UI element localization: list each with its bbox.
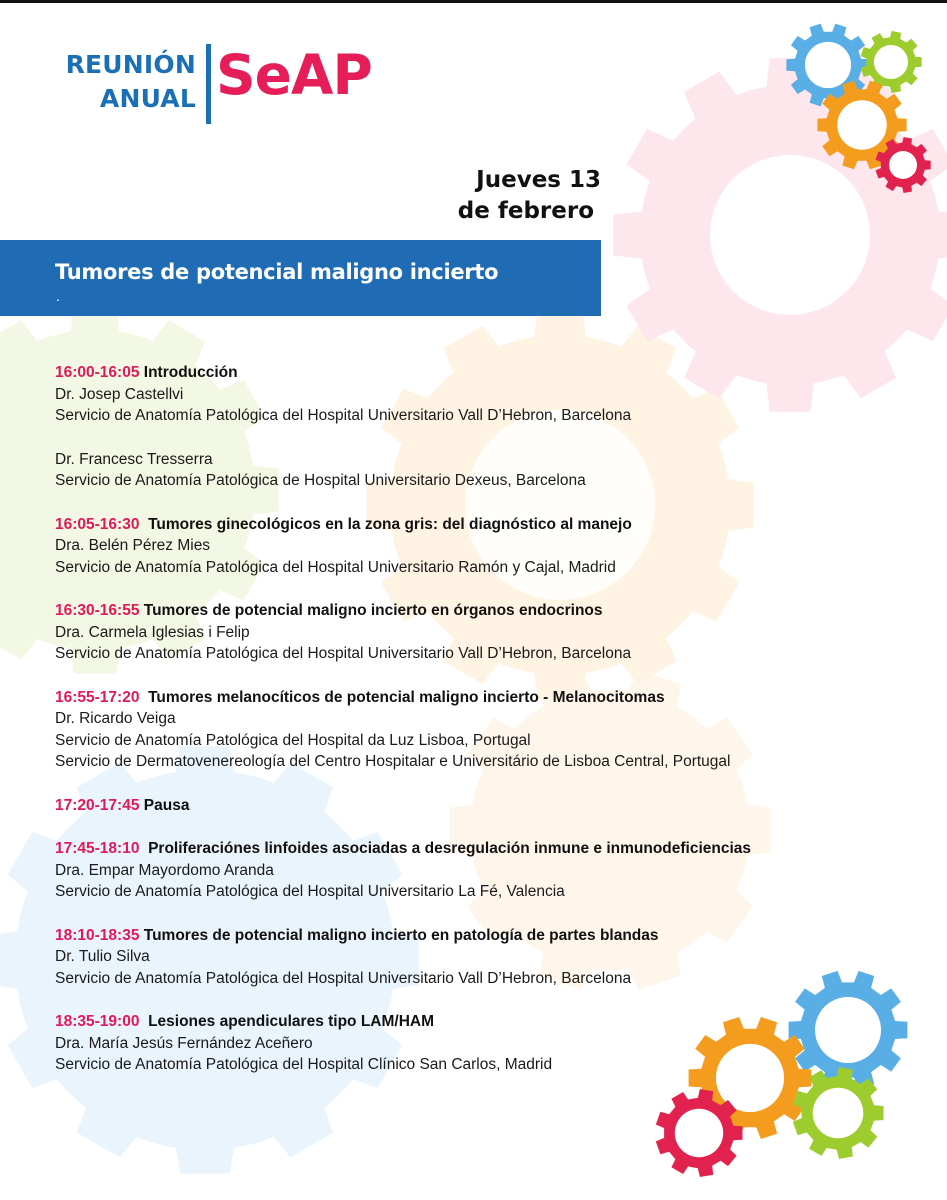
- item-heading: [55, 925, 925, 947]
- item-heading: [55, 795, 925, 817]
- item-speaker: Dra. Carmela Iglesias i Felip: [55, 623, 250, 641]
- item-affiliation: Servicio de Anatomía Patológica del Hospital Universitario Ramón y Cajal, Madrid: [55, 558, 616, 576]
- item-affiliation: Servicio de Anatomía Patológica del Hospital da Luz Lisboa, Portugal: [55, 731, 531, 749]
- item-title: Tumores ginecológicos en la zona gris: del diagnóstico al manejo: [148, 515, 632, 533]
- item-title: Tumores de potencial maligno incierto en patología de partes blandas: [143, 926, 659, 944]
- logo-line-1: REUNIÓN: [65, 50, 196, 79]
- logo-divider: [206, 44, 211, 124]
- item-time: 16:30-16:55: [55, 602, 140, 619]
- bottom-red-gear-icon: [656, 1089, 743, 1177]
- item-title: Tumores de potencial maligno incierto en órganos endocrinos: [143, 602, 603, 619]
- program-item: [55, 795, 925, 817]
- item-affiliation: Servicio de Anatomía Patológica de Hospital Universitario Dexeus, Barcelona: [55, 472, 586, 489]
- session-banner: [0, 240, 601, 316]
- item-heading: [55, 1011, 925, 1033]
- item-speaker: Dr. Josep Castellvi: [55, 385, 184, 403]
- banner-dot: .: [56, 288, 60, 304]
- item-time: 16:05-16:30: [55, 515, 140, 533]
- item-heading: [55, 838, 925, 860]
- banner-title: Tumores de potencial maligno incierto: [55, 260, 499, 284]
- event-date: [401, 165, 601, 227]
- program-item: [55, 362, 925, 492]
- item-affiliation: Servicio de Anatomía Patológica del Hospital Universitario La Fé, Valencia: [55, 883, 565, 900]
- item-speaker: Dr. Tulio Silva: [55, 948, 150, 965]
- item-affiliation: Servicio de Anatomía Patológica del Hospital Clínico San Carlos, Madrid: [55, 1056, 553, 1073]
- item-affiliation: Servicio de Anatomía Patológica del Hospital Universitario Vall D’Hebron, Barcelona: [55, 969, 632, 987]
- logo-meeting-label: [54, 48, 196, 116]
- logo-line-2: ANUAL: [99, 84, 196, 113]
- item-title: Lesiones apendiculares tipo LAM/HAM: [148, 1013, 435, 1030]
- item-speaker: Dra. Belén Pérez Mies: [55, 537, 211, 554]
- item-speaker: Dra. María Jesús Fernández Aceñero: [55, 1034, 313, 1052]
- item-title: Pausa: [143, 796, 190, 814]
- item-time: 16:55-17:20: [55, 688, 140, 706]
- program-item: [55, 600, 925, 665]
- item-time: 16:00-16:05: [55, 364, 140, 381]
- program-list: [55, 362, 925, 1076]
- item-time: 18:10-18:35: [55, 926, 140, 944]
- date-line-1: Jueves 13: [476, 167, 601, 193]
- item-heading: [55, 514, 925, 536]
- program-item: [55, 925, 925, 990]
- program-item: [55, 838, 925, 903]
- item-title: Proliferaciónes linfoides asociadas a desregulación inmune e inmunodeficiencias: [148, 840, 752, 857]
- logo-brand: SeAP: [216, 43, 372, 107]
- item-speaker: Dra. Empar Mayordomo Aranda: [55, 861, 274, 879]
- item-title: Tumores melanocíticos de potencial maligno incierto - Melanocitomas: [148, 688, 665, 706]
- program-item: [55, 687, 925, 773]
- item-time: 17:20-17:45: [55, 796, 140, 814]
- date-line-2: de febrero: [457, 198, 594, 224]
- item-heading: [55, 600, 925, 622]
- item-time: 17:45-18:10: [55, 840, 140, 857]
- item-affiliation: Servicio de Anatomía Patológica del Hospital Universitario Vall D’Hebron, Barcelona: [55, 407, 632, 424]
- item-speaker: Dr. Francesc Tresserra: [55, 450, 213, 468]
- item-heading: [55, 687, 925, 709]
- item-title: Introducción: [143, 364, 238, 381]
- program-item: [55, 1011, 925, 1076]
- item-time: 18:35-19:00: [55, 1013, 140, 1030]
- item-affiliation: Servicio de Anatomía Patológica del Hospital Universitario Vall D’Hebron, Barcelona: [55, 645, 632, 662]
- program-item: [55, 514, 925, 579]
- item-heading: [55, 362, 925, 384]
- item-affiliation: Servicio de Dermatovenereología del Centro Hospitalar e Universitário de Lisboa Central, Portugal: [55, 753, 731, 770]
- item-speaker: Dr. Ricardo Veiga: [55, 710, 176, 727]
